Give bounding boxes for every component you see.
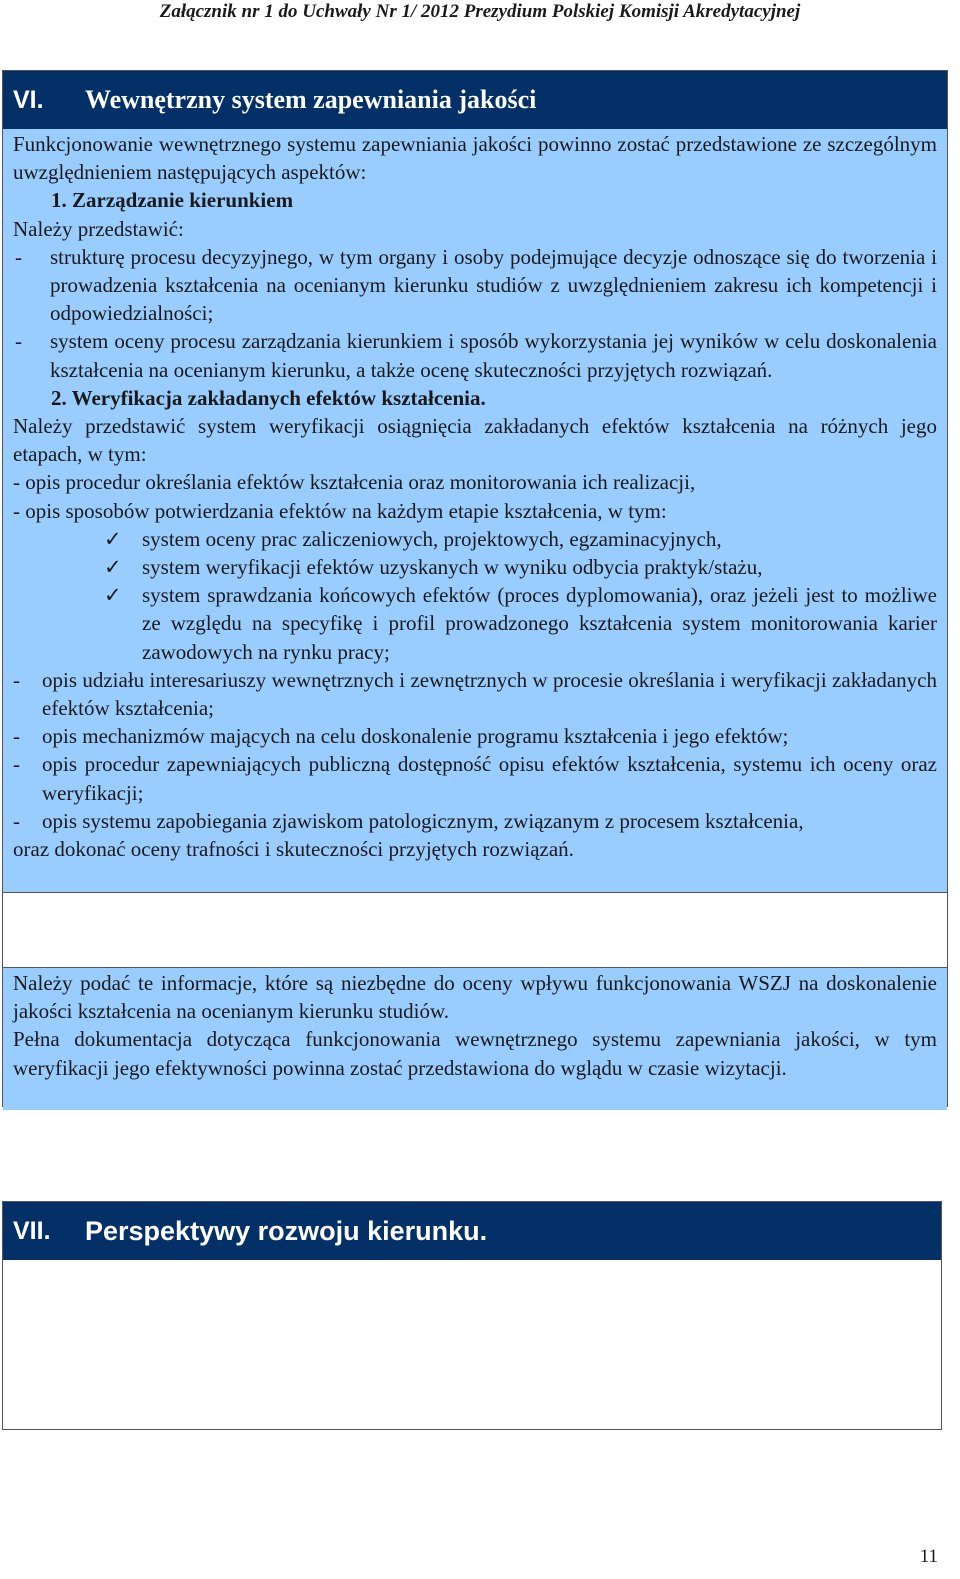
checkmark-icon: ✓ — [104, 555, 122, 580]
section-vii — [2, 1201, 942, 1430]
item2-bullet-text: opis udziału interesariuszy wewnętrznych i zewnętrznych w procesie określania i weryfikacji zakładanych efektów kształcenia; — [42, 667, 937, 721]
item2-bullet-text: opis systemu zapobiegania zjawiskom patologicznym, związanym z procesem kształcenia, — [42, 808, 804, 833]
section-vii-number: VII. — [13, 1216, 51, 1245]
check-item — [13, 553, 937, 581]
section-vi-intro: Funkcjonowanie wewnętrznego systemu zapewniania jakości powinno zostać przedstawione ze szczególnym uwzględnieniem następujących aspektów: — [13, 132, 937, 185]
checkmark-icon: ✓ — [104, 583, 122, 608]
section-vi-title: Wewnętrzny system zapewniania jakości — [85, 85, 537, 114]
bullet-dash: - — [13, 724, 20, 749]
bullet-dash: - — [15, 244, 22, 269]
section-vii-answer-space[interactable] — [3, 1260, 941, 1429]
answer-space[interactable] — [3, 892, 947, 968]
item2-bullet-text: opis mechanizmów mających na celu doskonalenie programu kształcenia i jego efektów; — [42, 724, 789, 749]
bullet-dash: - — [13, 752, 20, 777]
item2-bullet — [13, 807, 937, 835]
section-vi-content — [3, 129, 947, 892]
item2-line: - opis sposobów potwierdzania efektów na każdym etapie kształcenia, w tym: — [13, 498, 667, 523]
item2-bullet-text: opis procedur zapewniających publiczną dostępność opisu efektów kształcenia, systemu ich oceny oraz weryfikacji; — [42, 752, 937, 805]
checkmark-icon: ✓ — [104, 526, 122, 551]
section-vi-title-bar — [3, 71, 947, 129]
check-item — [13, 581, 937, 666]
item1-bullet-text: strukturę procesu decyzyjnego, w tym organy i osoby podejmujące decyzje odnoszące się do tworzenia i prowadzenia kształcenia na ocenianym kierunku studiów z uwzględnieniem zakresu ich kompetencji i odpowiedzialności; — [50, 244, 937, 326]
item1-bullet — [13, 327, 937, 383]
item1-lead: Należy przedstawić: — [13, 216, 184, 241]
check-item-text: system sprawdzania końcowych efektów (proces dyplomowania), oraz jeżeli jest to możliwe ze względu na specyfikę i profil prowadzonego kształcenia system monitorowania karier zawodowych na rynku pracy; — [142, 583, 937, 664]
page-number: 11 — [919, 1546, 938, 1567]
item1-heading: 1. Zarządzanie kierunkiem — [51, 188, 294, 213]
item2-bullet — [13, 722, 937, 750]
check-item — [13, 525, 937, 553]
bullet-dash: - — [15, 329, 22, 354]
section-vi — [2, 70, 948, 1107]
item2-heading: 2. Weryfikacja zakładanych efektów kształcenia. — [51, 385, 486, 410]
section-vi-note — [3, 968, 947, 1110]
item1-bullet-text: system oceny procesu zarządzania kierunkiem i sposób wykorzystania jej wyników w celu doskonalenia kształcenia na ocenianym kierunku, a także ocenę skuteczności przyjętych rozwiązań. — [50, 329, 937, 382]
bullet-dash: - — [13, 808, 20, 833]
section-vi-number: VI. — [13, 85, 44, 114]
item2-line: - opis procedur określania efektów kształcenia oraz monitorowania ich realizacji, — [13, 470, 696, 495]
document-header-note: Załącznik nr 1 do Uchwały Nr 1/ 2012 Prezydium Polskiej Komisji Akredytacyjnej — [159, 1, 801, 22]
item2-lead: Należy przedstawić system weryfikacji osiągnięcia zakładanych efektów kształcenia na różnych jego etapach, w tym: — [13, 414, 937, 467]
note-paragraph: Pełna dokumentacja dotycząca funkcjonowania wewnętrznego systemu zapewniania jakości, w tym weryfikacji jego efektywności powinna zostać przedstawiona do wglądu w czasie wizytacji. — [13, 1027, 937, 1080]
check-item-text: system weryfikacji efektów uzyskanych w wyniku odbycia praktyk/stażu, — [142, 555, 763, 580]
section-vii-title-bar — [3, 1202, 941, 1260]
section-vii-title: Perspektywy rozwoju kierunku. — [85, 1215, 488, 1246]
item2-bullet — [13, 666, 937, 722]
item2-bullet — [13, 750, 937, 806]
note-paragraph: Należy podać te informacje, które są niezbędne do oceny wpływu funkcjonowania WSZJ na doskonalenie jakości kształcenia na ocenianym kierunku studiów. — [13, 971, 937, 1024]
item1-bullet — [13, 243, 937, 328]
bullet-dash: - — [13, 667, 20, 692]
check-item-text: system oceny prac zaliczeniowych, projektowych, egzaminacyjnych, — [142, 526, 722, 551]
section-vi-closing: oraz dokonać oceny trafności i skuteczności przyjętych rozwiązań. — [13, 837, 574, 862]
